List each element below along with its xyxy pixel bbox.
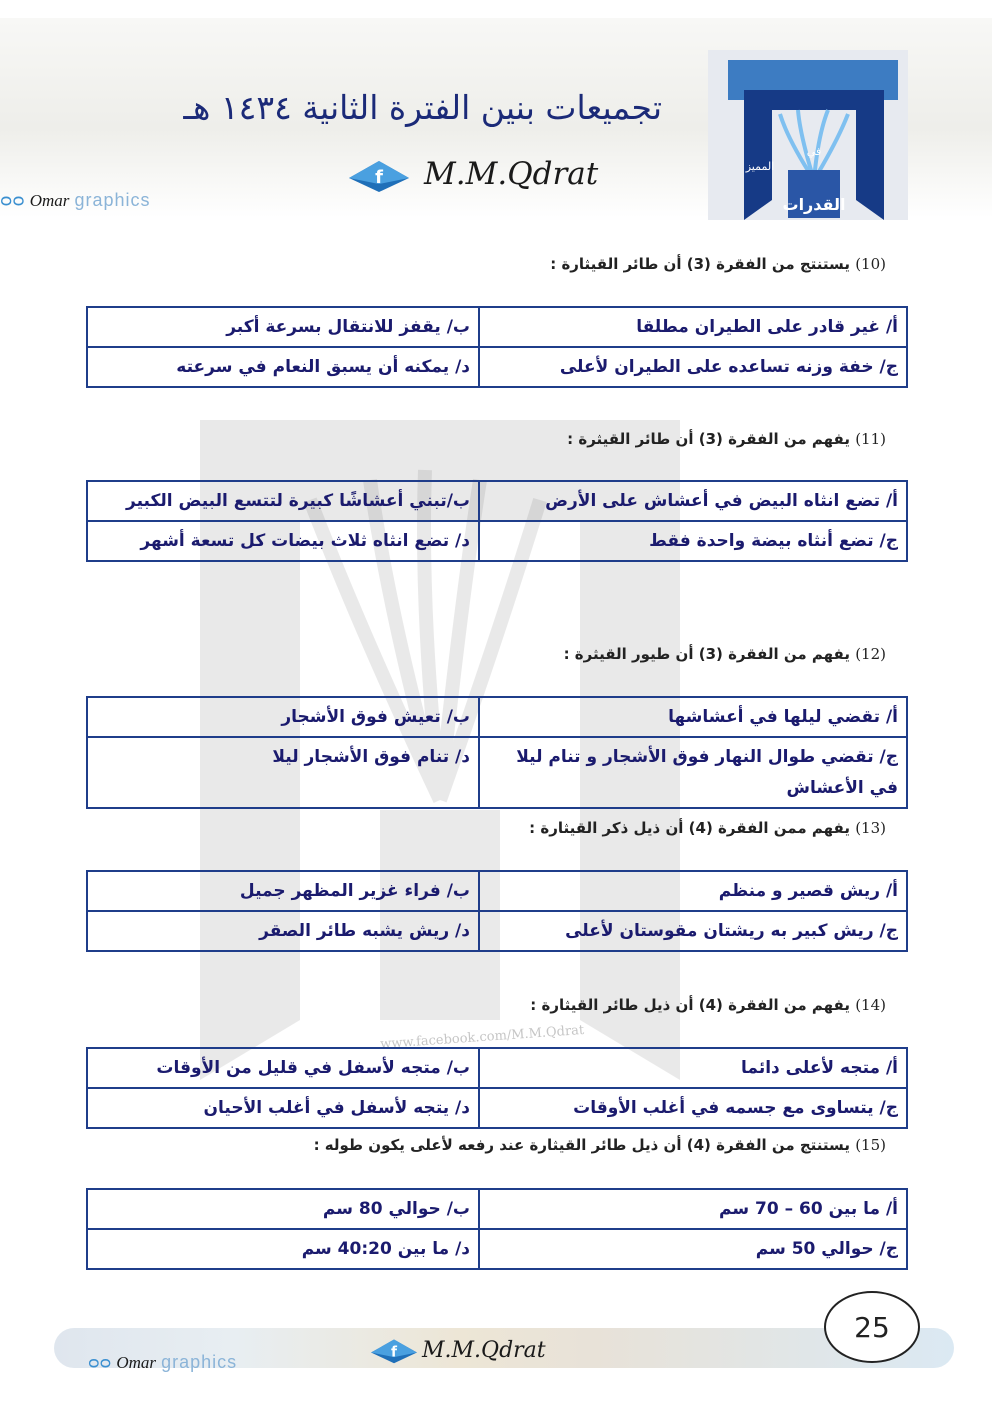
table-row: [87, 871, 907, 911]
facebook-badge-icon: [368, 1336, 420, 1366]
table-row: [87, 1229, 907, 1269]
option-c[interactable]: ج/ يتساوى مع جسمه في أغلب الأوقات: [479, 1088, 907, 1128]
question-12: [564, 645, 886, 663]
question-15: [314, 1136, 886, 1154]
question-11: [567, 430, 886, 448]
option-b[interactable]: ب/ يقفز للانتقال بسرعة أكبر: [87, 307, 479, 347]
option-a[interactable]: أ/ ريش قصير و منظم: [479, 871, 907, 911]
page-header: [0, 0, 992, 225]
table-row: [87, 521, 907, 561]
logo-text-side: المميز: [745, 160, 775, 173]
option-c[interactable]: ج/ تقضي طوال النهار فوق الأشجار و تنام ليلا في الأعشاش: [479, 737, 907, 808]
question-number: (10): [855, 255, 886, 273]
option-d[interactable]: د/ يمكنه أن يسبق النعام في سرعته: [87, 347, 479, 387]
logo-text: القدرات: [782, 195, 846, 214]
option-a[interactable]: أ/ تقضي ليلها في أعشاشها: [479, 697, 907, 737]
table-row: [87, 737, 907, 808]
question-number: (14): [855, 996, 886, 1014]
question-text: يفهم من الفقرة (4) أن ذيل طائر القيثارة :: [530, 996, 850, 1014]
table-row: [87, 1048, 907, 1088]
options-table-12: [86, 696, 908, 809]
question-13: [529, 819, 886, 837]
omar-graphics-logo: [0, 190, 151, 211]
page-number: 25: [824, 1291, 920, 1363]
option-a[interactable]: أ/ ما بين 60 – 70 سم: [479, 1189, 907, 1229]
option-c[interactable]: ج/ تضع أنثاه بيضة واحدة فقط: [479, 521, 907, 561]
svg-text:f: f: [375, 167, 383, 188]
svg-text:f: f: [391, 1344, 397, 1361]
option-d[interactable]: د/ تنام فوق الأشجار ليلا: [87, 737, 479, 808]
option-c[interactable]: ج/ خفة وزنه تساعده على الطيران لأعلى: [479, 347, 907, 387]
option-d[interactable]: د/ ريش يشبه طائر الصقر: [87, 911, 479, 951]
question-number: (11): [855, 430, 886, 448]
option-c[interactable]: ج/ حوالي 50 سم: [479, 1229, 907, 1269]
options-table-14: [86, 1047, 908, 1129]
option-b[interactable]: ب/ تعيش فوق الأشجار: [87, 697, 479, 737]
option-a[interactable]: أ/ غير قادر على الطيران مطلقا: [479, 307, 907, 347]
omar-text: Omar: [116, 1353, 157, 1372]
table-row: [87, 307, 907, 347]
omar-graphics-text: graphics: [161, 1352, 238, 1372]
question-number: (12): [855, 645, 886, 663]
option-b[interactable]: ب/ فراء غزير المظهر جميل: [87, 871, 479, 911]
question-text: يستنتج من الفقرة (4) أن ذيل طائر القيثارة عند رفعه لأعلى يكون طوله :: [313, 1136, 850, 1154]
logo-text-mid: في: [806, 145, 822, 158]
option-b[interactable]: ب/ متجه لأسفل في قليل من الأوقات: [87, 1048, 479, 1088]
table-row: [87, 697, 907, 737]
option-a[interactable]: أ/ تضع انثاه البيض في أعشاش على الأرض: [479, 481, 907, 521]
watermark-url: www.facebook.com/M.M.Qdrat: [379, 1022, 585, 1053]
brand-logo: [688, 30, 928, 220]
option-d[interactable]: د/ يتجه لأسفل في أغلب الأحيان: [87, 1088, 479, 1128]
footer-brand: M.M.Qdrat: [422, 1338, 546, 1363]
omar-glasses-icon: ᴑᴑ: [88, 1353, 112, 1373]
table-row: [87, 347, 907, 387]
question-number: (13): [855, 819, 886, 837]
omar-text: Omar: [29, 191, 70, 210]
question-text: يستنتج من الفقرة (3) أن طائر القيثارة :: [550, 255, 850, 273]
option-a[interactable]: أ/ متجه لأعلى دائما: [479, 1048, 907, 1088]
question-14: [530, 996, 886, 1014]
option-c[interactable]: ج/ ريش كبير به ريشتان مقوستان لأعلى: [479, 911, 907, 951]
omar-glasses-icon: ᴑᴑ: [0, 190, 25, 211]
omar-graphics-text: graphics: [74, 190, 151, 210]
header-brand: M.M.Qdrat: [424, 156, 599, 192]
option-b[interactable]: ب/ حوالي 80 سم: [87, 1189, 479, 1229]
question-text: يفهم ممن الفقرة (4) أن ذيل ذكر القيثارة :: [529, 819, 850, 837]
header-title: تجميعات بنين الفترة الثانية ١٤٣٤ هـ: [183, 88, 662, 127]
options-table-10: [86, 306, 908, 388]
options-table-13: [86, 870, 908, 952]
table-row: [87, 481, 907, 521]
table-row: [87, 911, 907, 951]
table-row: [87, 1088, 907, 1128]
options-table-11: [86, 480, 908, 562]
question-text: يفهم من الفقرة (3) أن طائر القيثرة :: [567, 430, 850, 448]
table-row: [87, 1189, 907, 1229]
option-d[interactable]: د/ تضع انثاه ثلاث بيضات كل تسعة أشهر: [87, 521, 479, 561]
question-10: [550, 255, 886, 273]
option-d[interactable]: د/ ما بين 40:20 سم: [87, 1229, 479, 1269]
options-table-15: [86, 1188, 908, 1270]
question-number: (15): [855, 1136, 886, 1154]
question-text: يفهم من الفقرة (3) أن طيور القيثرة :: [563, 645, 850, 663]
omar-graphics-logo-footer: [88, 1352, 237, 1373]
facebook-badge-icon: [345, 158, 413, 194]
option-b[interactable]: ب/تبني أعشاشًا كبيرة لتتسع البيض الكبير: [87, 481, 479, 521]
